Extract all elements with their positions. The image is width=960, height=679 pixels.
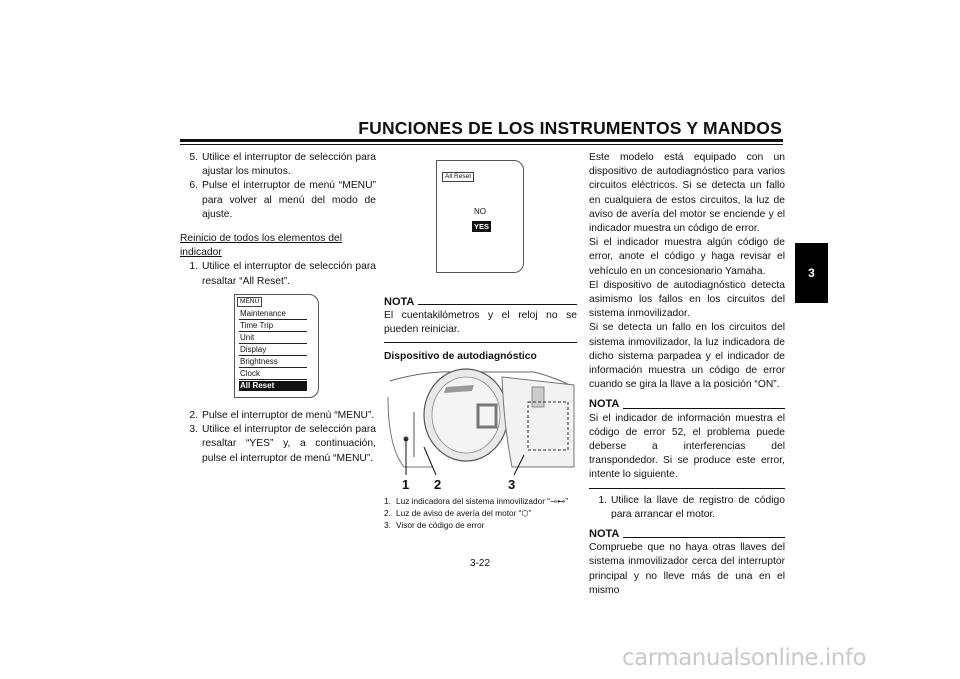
- watermark: carmanualsonline.info: [622, 645, 867, 671]
- nota-end-rule: [589, 488, 785, 489]
- menu-item: Display: [239, 345, 307, 356]
- paragraph: El dispositivo de autodiagnóstico detecta asimismo los fallos en los circuitos del sistema inmovilizador.: [589, 279, 785, 320]
- step-item: 3. Utilice el interruptor de selección para resaltar “YES” y, a continuación, pulse el interruptor de menú “MENU”.: [189, 424, 376, 464]
- option-yes: YES: [474, 222, 490, 231]
- reset-tag: All Reset: [442, 172, 474, 182]
- instrument-cluster-drawing: [384, 367, 577, 492]
- step-item: 1. Utilice el interruptor de selección para resaltar “All Reset”.: [189, 261, 376, 287]
- legend-item: 1. Luz indicadora del sistema inmovilizador “⊸⊷”: [384, 496, 569, 506]
- column-left-bottom: [180, 409, 376, 466]
- page-header-title: FUNCIONES DE LOS INSTRUMENTOS Y MANDOS: [358, 118, 782, 138]
- menu-item: Unit: [239, 333, 307, 344]
- header-rule-thin: [180, 144, 783, 145]
- menu-screen-illustration: [234, 294, 319, 398]
- figure-legend: [384, 495, 580, 531]
- menu-item: Clock: [239, 369, 307, 380]
- instrument-cluster-illustration: [384, 367, 577, 492]
- paragraph: Este modelo está equipado con un dispositivo de autodiagnóstico para varios circuitos eléctricos. Si se detecta un fallo en cualquiera de estos circuitos, la luz de aviso de avería del motor se enciende y el indicador muestra un código de error.: [589, 152, 785, 235]
- step-item: 5. Utilice el interruptor de selección para ajustar los minutos.: [189, 152, 376, 178]
- nota-end-rule: [384, 342, 577, 343]
- callout-1: 1: [402, 477, 410, 492]
- section-subheading: Reinicio de todos los elementos del indicador: [180, 233, 342, 259]
- menu-item: Brightness: [239, 357, 307, 368]
- nota-heading: NOTA: [384, 296, 577, 308]
- menu-item: Maintenance: [239, 309, 307, 320]
- diagnostic-heading: Dispositivo de autodiagnóstico: [384, 351, 537, 362]
- chapter-tab: 3: [795, 243, 828, 303]
- legend-item: 3. Visor de código de error: [384, 520, 485, 530]
- callout-3: 3: [508, 477, 516, 492]
- paragraph: Si se detecta un fallo en los circuitos del sistema inmovilizador, la luz indicadora de dicho sistema parpadea y el indicador de información muestra un código de error cuando se gira la llave a la posición “ON”.: [589, 322, 785, 391]
- nota-heading: NOTA: [589, 397, 785, 411]
- menu-item: Time Trip: [239, 321, 307, 332]
- nota-text: Compruebe que no haya otras llaves del sistema inmovilizador cerca del interruptor principal y no lleve más de una en el mismo: [589, 542, 785, 596]
- legend-item: 2. Luz de aviso de avería del motor “⬡”: [384, 508, 532, 518]
- nota-text: El cuentakilómetros y el reloj no se pueden reiniciar.: [384, 310, 577, 336]
- nota-text: Si el indicador de información muestra el código de error 52, el problema puede deberse a interferencias del transpondedor. Si se produce este error, intente lo siguiente.: [589, 412, 785, 481]
- header-rule-thick: [180, 139, 783, 142]
- step-item: 1. Utilice la llave de registro de código para arrancar el motor.: [598, 494, 785, 520]
- reset-screen-illustration: [436, 160, 524, 273]
- page-number: 3-22: [470, 558, 491, 569]
- callout-2: 2: [434, 477, 442, 492]
- nota-box: [384, 296, 577, 343]
- menu-tag: MENU: [237, 297, 262, 307]
- option-no: NO: [474, 207, 486, 216]
- column-right: [589, 151, 785, 598]
- nota-heading: NOTA: [589, 527, 785, 541]
- paragraph: Si el indicador muestra algún código de error, anote el código y haga revisar el vehículo en un concesionario Yamaha.: [589, 237, 785, 277]
- column-left: [180, 151, 376, 289]
- menu-item-active: All Reset: [239, 381, 307, 391]
- step-item: 6. Pulse el interruptor de menú “MENU” para volver al menú del modo de ajuste.: [189, 180, 376, 220]
- step-item: 2. Pulse el interruptor de menú “MENU”.: [189, 410, 375, 421]
